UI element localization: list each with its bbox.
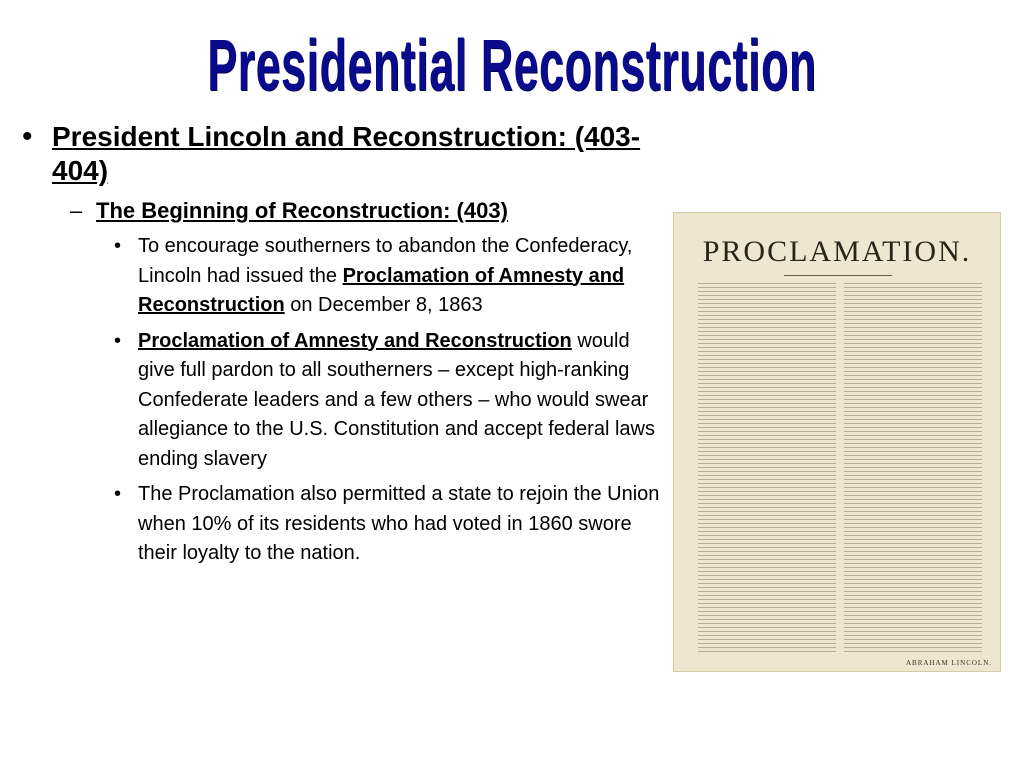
proclamation-term: Proclamation of Amnesty and Reconstruction [138,329,572,352]
bullet-dash: – [70,198,83,223]
bullet-dot: • [114,329,122,352]
document-heading: PROCLAMATION. [702,235,972,268]
text-part: To encourage southerners to abandon the Confederacy, Lincoln had issued the [138,235,633,287]
document-text-column-right [844,283,982,655]
bullet-level-3-item-1 [114,232,662,321]
bullet-heading: President Lincoln and Reconstruction: (403-404) [52,121,641,186]
bullet-text [138,232,662,321]
bullet-text: The Proclamation also permitted a state to rejoin the Union when 10% of its residents who had voted in 1860 swore their loyalty to the nation. [138,483,660,564]
bullet-level-1 [22,120,662,188]
bullet-dot: • [114,235,122,257]
document-text-column-left [698,283,836,655]
text-part: would give full pardon to all southerners – except high-ranking Confederate leaders and a few others – who would swear allegiance to the U.S. Constitution and accept federal laws ending slavery [138,329,655,470]
proclamation-term: Proclamation of Amnesty and Reconstruction [138,264,625,316]
bullet-dot: • [114,483,122,505]
sub-heading: The Beginning of Reconstruction: (403) [96,198,508,223]
bullet-level-3-item-3 [114,480,662,569]
slide-title: Presidential Reconstruction [207,26,817,106]
slide-content [22,120,662,569]
text-part: on December 8, 1863 [284,294,483,316]
bullet-text [138,327,662,475]
bullet-level-2 [70,196,662,226]
document-rule [784,275,892,276]
proclamation-document-image [673,212,1001,672]
bullet-level-3-item-2 [114,327,662,475]
bullet-dot: • [22,120,33,153]
document-signature: ABRAHAM LINCOLN. [906,659,992,667]
